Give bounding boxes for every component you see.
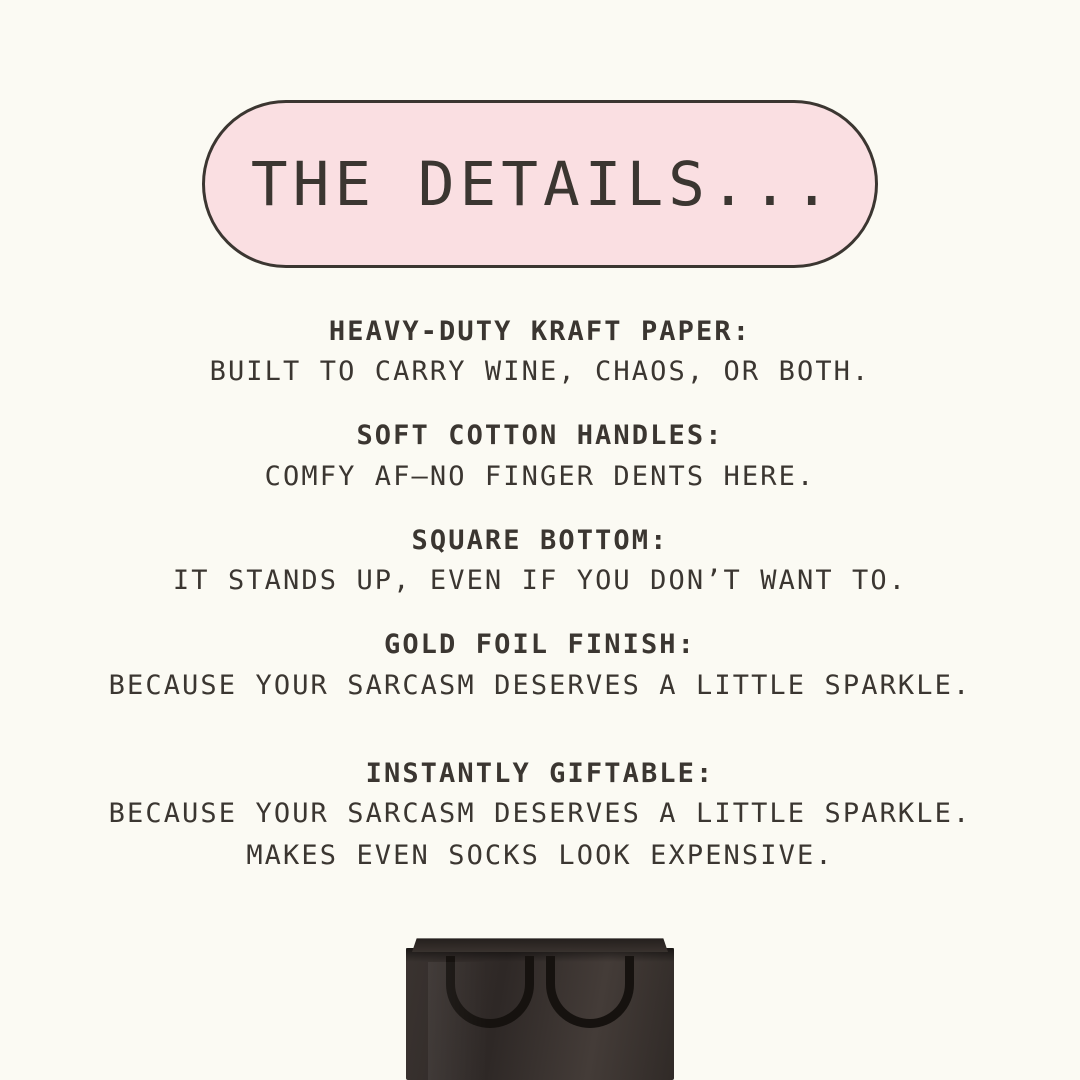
- title-pill: [202, 100, 878, 268]
- bag-body: [406, 948, 674, 1080]
- gift-bag-illustration: [406, 936, 674, 1080]
- bag-inner-shadow: [406, 948, 674, 962]
- list-item: [0, 417, 1080, 497]
- detail-line: BECAUSE YOUR SARCASM DESERVES A LITTLE SPARKLE.: [108, 798, 972, 830]
- detail-line: BUILT TO CARRY WINE, CHAOS, OR BOTH.: [209, 356, 871, 388]
- detail-line: IT STANDS UP, EVEN IF YOU DON’T WANT TO.: [172, 565, 908, 597]
- bag-handle-right: [546, 956, 634, 1028]
- list-item: [0, 522, 1080, 602]
- detail-heading: INSTANTLY GIFTABLE:: [365, 757, 715, 789]
- detail-heading: HEAVY-DUTY KRAFT PAPER:: [328, 316, 752, 347]
- bag-handle-left: [446, 956, 534, 1028]
- detail-line: BECAUSE YOUR SARCASM DESERVES A LITTLE SPARKLE.: [108, 669, 972, 701]
- detail-line: MAKES EVEN SOCKS LOOK EXPENSIVE.: [246, 840, 834, 872]
- list-item: [0, 755, 1080, 878]
- product-image: [0, 930, 1080, 1080]
- page-title: THE DETAILS...: [250, 148, 836, 220]
- detail-heading: SOFT COTTON HANDLES:: [356, 420, 724, 452]
- details-list: [0, 313, 1080, 901]
- list-item: [0, 313, 1080, 393]
- bag-rim: [412, 938, 668, 952]
- list-item: [0, 626, 1080, 706]
- detail-heading: SQUARE BOTTOM:: [411, 524, 669, 556]
- detail-heading: GOLD FOIL FINISH:: [383, 629, 697, 661]
- bag-sheen: [428, 962, 488, 1080]
- detail-line: COMFY AF—NO FINGER DENTS HERE.: [264, 460, 816, 492]
